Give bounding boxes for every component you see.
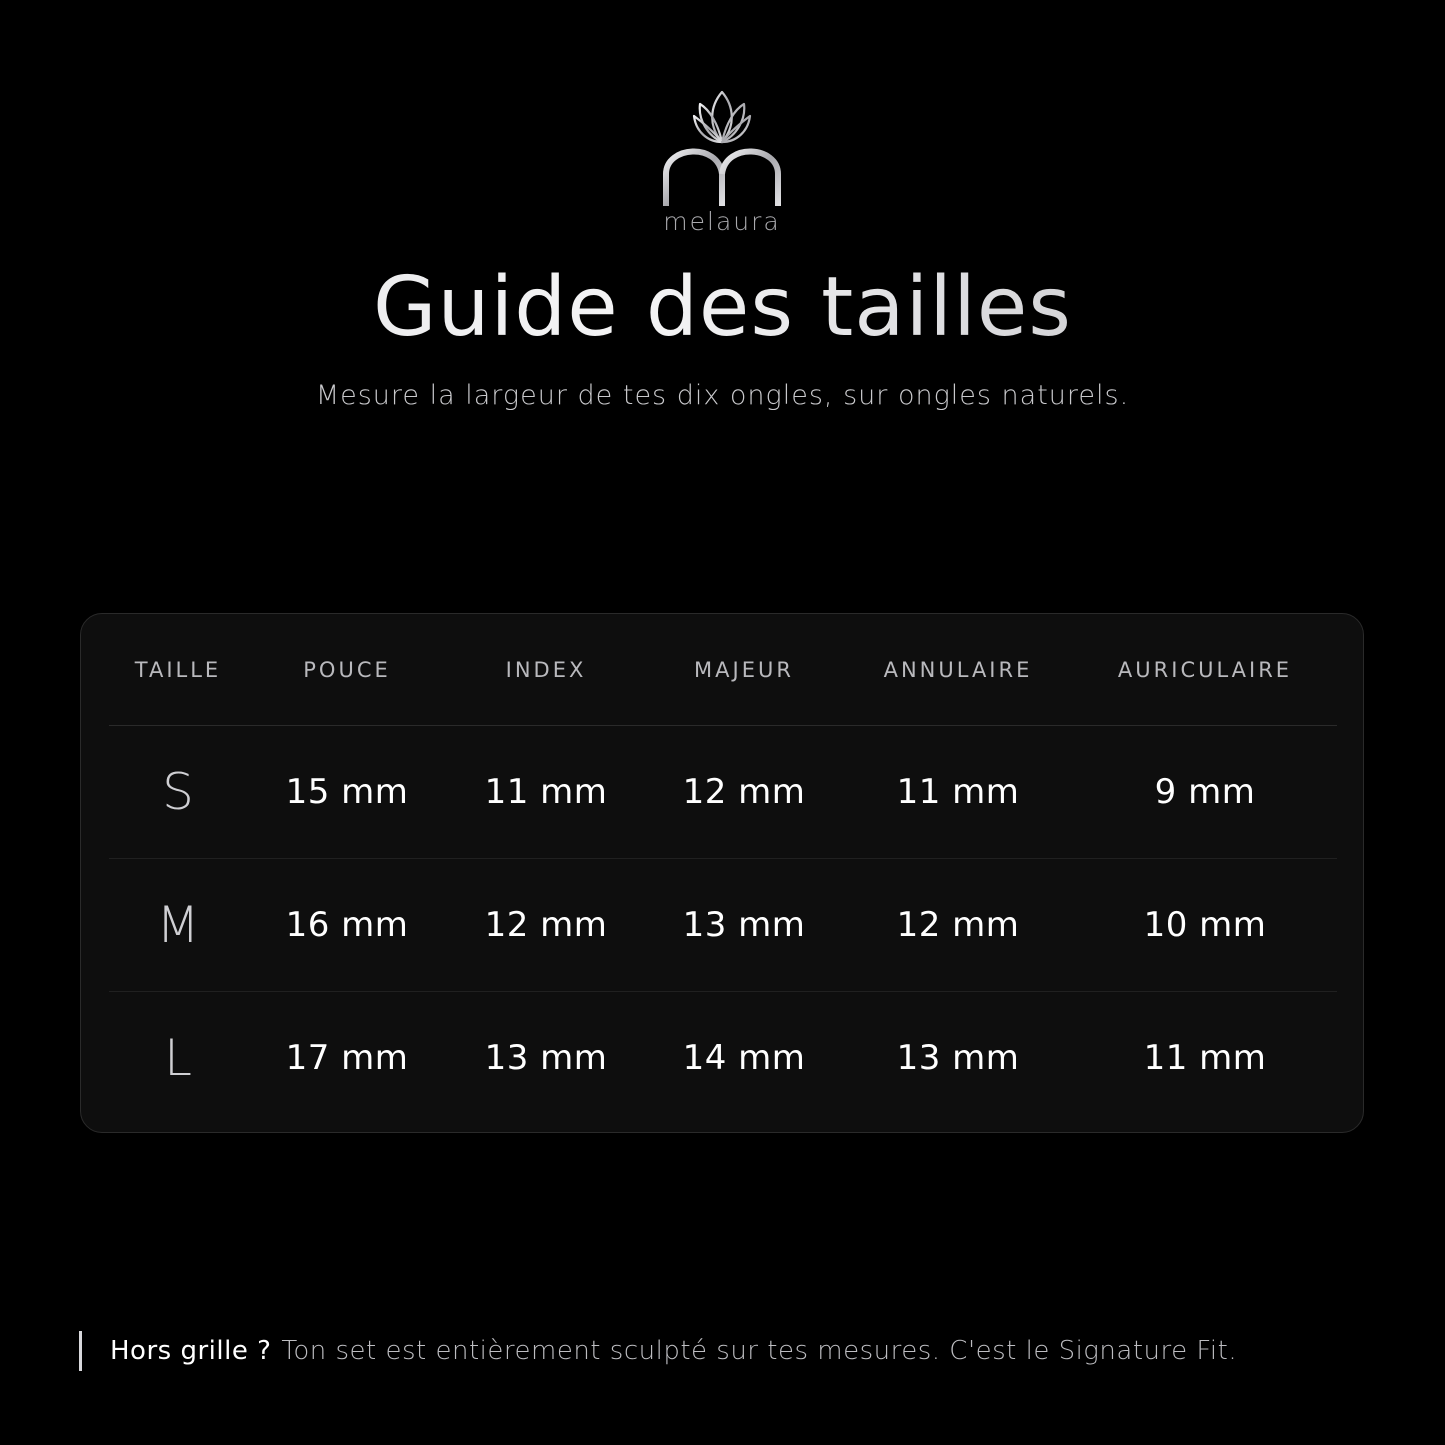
size-label: L xyxy=(164,1029,192,1087)
table-cell: 14 mm xyxy=(682,1038,806,1078)
size-table xyxy=(109,614,1337,1124)
column-header-pouce: POUCE xyxy=(303,657,391,682)
table-cell: 11 mm xyxy=(896,772,1020,812)
table-header-row xyxy=(109,614,1337,726)
page-subtitle: Mesure la largeur de tes dix ongles, sur ongles naturels. xyxy=(315,380,1130,411)
table-cell: 11 mm xyxy=(1143,1038,1267,1078)
table-row xyxy=(109,859,1337,992)
size-label: M xyxy=(156,896,200,954)
table-cell: 16 mm xyxy=(285,905,409,945)
column-header-taille: TAILLE xyxy=(134,657,222,682)
table-cell: 12 mm xyxy=(682,772,806,812)
table-cell: 17 mm xyxy=(285,1038,409,1078)
table-cell: 13 mm xyxy=(896,1038,1020,1078)
footer-lead: Hors grille ? xyxy=(110,1336,272,1366)
table-cell: 12 mm xyxy=(896,905,1020,945)
table-cell: 10 mm xyxy=(1143,905,1267,945)
page-title: Guide des tailles xyxy=(0,258,1445,358)
footer-text: Ton set est entièrement sculpté sur tes mesures. C'est le Signature Fit. xyxy=(281,1336,1238,1366)
table-cell: 11 mm xyxy=(484,772,608,812)
table-cell: 15 mm xyxy=(285,772,409,812)
column-header-auriculaire: AURICULAIRE xyxy=(1117,657,1293,682)
column-header-majeur: MAJEUR xyxy=(694,657,794,682)
footer-note xyxy=(79,1331,1237,1371)
table-cell: 13 mm xyxy=(484,1038,608,1078)
size-table-card xyxy=(80,613,1364,1133)
column-header-annulaire: ANNULAIRE xyxy=(883,657,1033,682)
brand-name: melaura xyxy=(663,207,781,236)
table-cell: 13 mm xyxy=(682,905,806,945)
lotus-m-icon xyxy=(622,88,822,208)
table-cell: 12 mm xyxy=(484,905,608,945)
column-header-index: INDEX xyxy=(505,657,587,682)
table-cell: 9 mm xyxy=(1154,772,1256,812)
table-row xyxy=(109,992,1337,1124)
size-label: S xyxy=(162,763,194,821)
table-row xyxy=(109,726,1337,859)
